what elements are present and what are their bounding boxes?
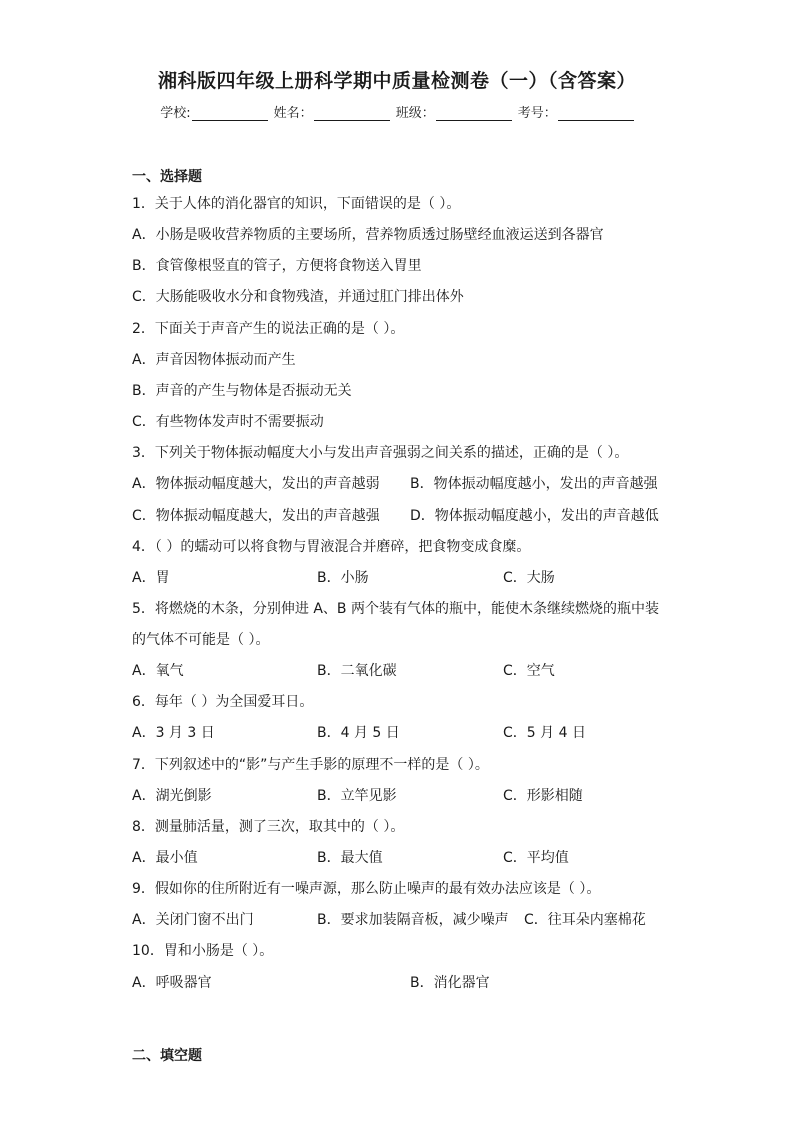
question-2-stem: 2．下面关于声音产生的说法正确的是（ ）。 — [132, 321, 405, 337]
question-2-option-c: C．有些物体发声时不需要振动 — [132, 414, 324, 430]
question-3-option-d: D．物体振动幅度越小，发出的声音越低 — [410, 508, 659, 524]
page-title: 湘科版四年级上册科学期中质量检测卷（一）（含答案） — [157, 70, 636, 92]
section-heading-fill-blank: 二、填空题 — [132, 1048, 202, 1064]
question-6-option-c: C．5 月 4 日 — [503, 725, 586, 741]
question-4-option-a: A．胃 — [132, 570, 170, 586]
question-5-option-c: C．空气 — [503, 663, 555, 679]
question-8-stem: 8．测量肺活量，测了三次，取其中的（ ）。 — [132, 819, 405, 835]
question-8-option-a: A．最小值 — [132, 850, 198, 866]
number-field[interactable] — [518, 102, 634, 121]
question-5-option-a: A．氧气 — [132, 663, 184, 679]
question-10-stem: 10．胃和小肠是（ ）。 — [132, 943, 274, 959]
question-1-option-b: B．食管像根竖直的管子，方便将食物送入胃里 — [132, 258, 422, 274]
question-7-option-b: B．立竿见影 — [317, 788, 397, 804]
question-7-option-c: C．形影相随 — [503, 788, 583, 804]
question-9-stem: 9．假如你的住所附近有一噪声源，那么防止噪声的最有效办法应该是（ ）。 — [132, 881, 601, 897]
question-4-option-c: C．大肠 — [503, 570, 555, 586]
question-3-option-b: B．物体振动幅度越小，发出的声音越强 — [410, 476, 658, 492]
student-info-row — [0, 102, 794, 121]
section-heading-choice: 一、选择题 — [132, 169, 202, 185]
school-label: 学校: — [160, 106, 191, 121]
question-1-option-a: A．小肠是吸收营养物质的主要场所，营养物质透过肠壁经血液运送到各器官 — [132, 227, 604, 243]
class-blank[interactable] — [436, 106, 512, 121]
question-4-option-b: B．小肠 — [317, 570, 369, 586]
school-blank[interactable] — [192, 106, 268, 121]
question-5-option-b: B．二氧化碳 — [317, 663, 397, 679]
question-9-option-c: C．往耳朵内塞棉花 — [524, 912, 646, 928]
name-blank[interactable] — [314, 106, 390, 121]
name-field[interactable] — [274, 102, 390, 121]
question-8-option-b: B．最大值 — [317, 850, 383, 866]
question-3-option-c: C．物体振动幅度越大，发出的声音越强 — [132, 508, 380, 524]
question-9-option-b: B．要求加装隔音板，减少噪声 — [317, 912, 509, 928]
question-3-stem: 3．下列关于物体振动幅度大小与发出声音强弱之间关系的描述，正确的是（ ）。 — [132, 445, 629, 461]
question-2-option-a: A．声音因物体振动而产生 — [132, 352, 296, 368]
question-2-option-b: B．声音的产生与物体是否振动无关 — [132, 383, 352, 399]
question-6-option-a: A．3 月 3 日 — [132, 725, 215, 741]
question-1-option-c: C．大肠能吸收水分和食物残渣，并通过肛门排出体外 — [132, 289, 464, 305]
school-field[interactable] — [160, 102, 267, 121]
class-field[interactable] — [396, 102, 512, 121]
class-label: 班级： — [395, 106, 435, 121]
question-10-option-a: A．呼吸器官 — [132, 975, 212, 991]
question-8-option-c: C．平均值 — [503, 850, 569, 866]
question-10-option-b: B．消化器官 — [410, 975, 490, 991]
question-5-stem-line1: 5．将燃烧的木条，分别伸进 A、B 两个装有气体的瓶中，能使木条继续燃烧的瓶中装 — [132, 601, 659, 617]
question-1-stem: 1．关于人体的消化器官的知识，下面错误的是（ ）。 — [132, 196, 461, 212]
name-label: 姓名： — [273, 106, 313, 121]
question-7-option-a: A．湖光倒影 — [132, 788, 212, 804]
question-7-stem: 7．下列叙述中的“影”与产生手影的原理不一样的是（ ）。 — [132, 757, 489, 773]
question-3-option-a: A．物体振动幅度越大，发出的声音越弱 — [132, 476, 380, 492]
question-5-stem-line2: 的气体不可能是（ ）。 — [132, 632, 270, 648]
question-6-option-b: B．4 月 5 日 — [317, 725, 400, 741]
question-4-stem: 4．（ ）的蠕动可以将食物与胃液混合并磨碎，把食物变成食糜。 — [132, 539, 531, 555]
number-label: 考号： — [517, 106, 557, 121]
question-6-stem: 6．每年（ ）为全国爱耳日。 — [132, 694, 314, 710]
number-blank[interactable] — [558, 106, 634, 121]
question-9-option-a: A．关闭门窗不出门 — [132, 912, 254, 928]
